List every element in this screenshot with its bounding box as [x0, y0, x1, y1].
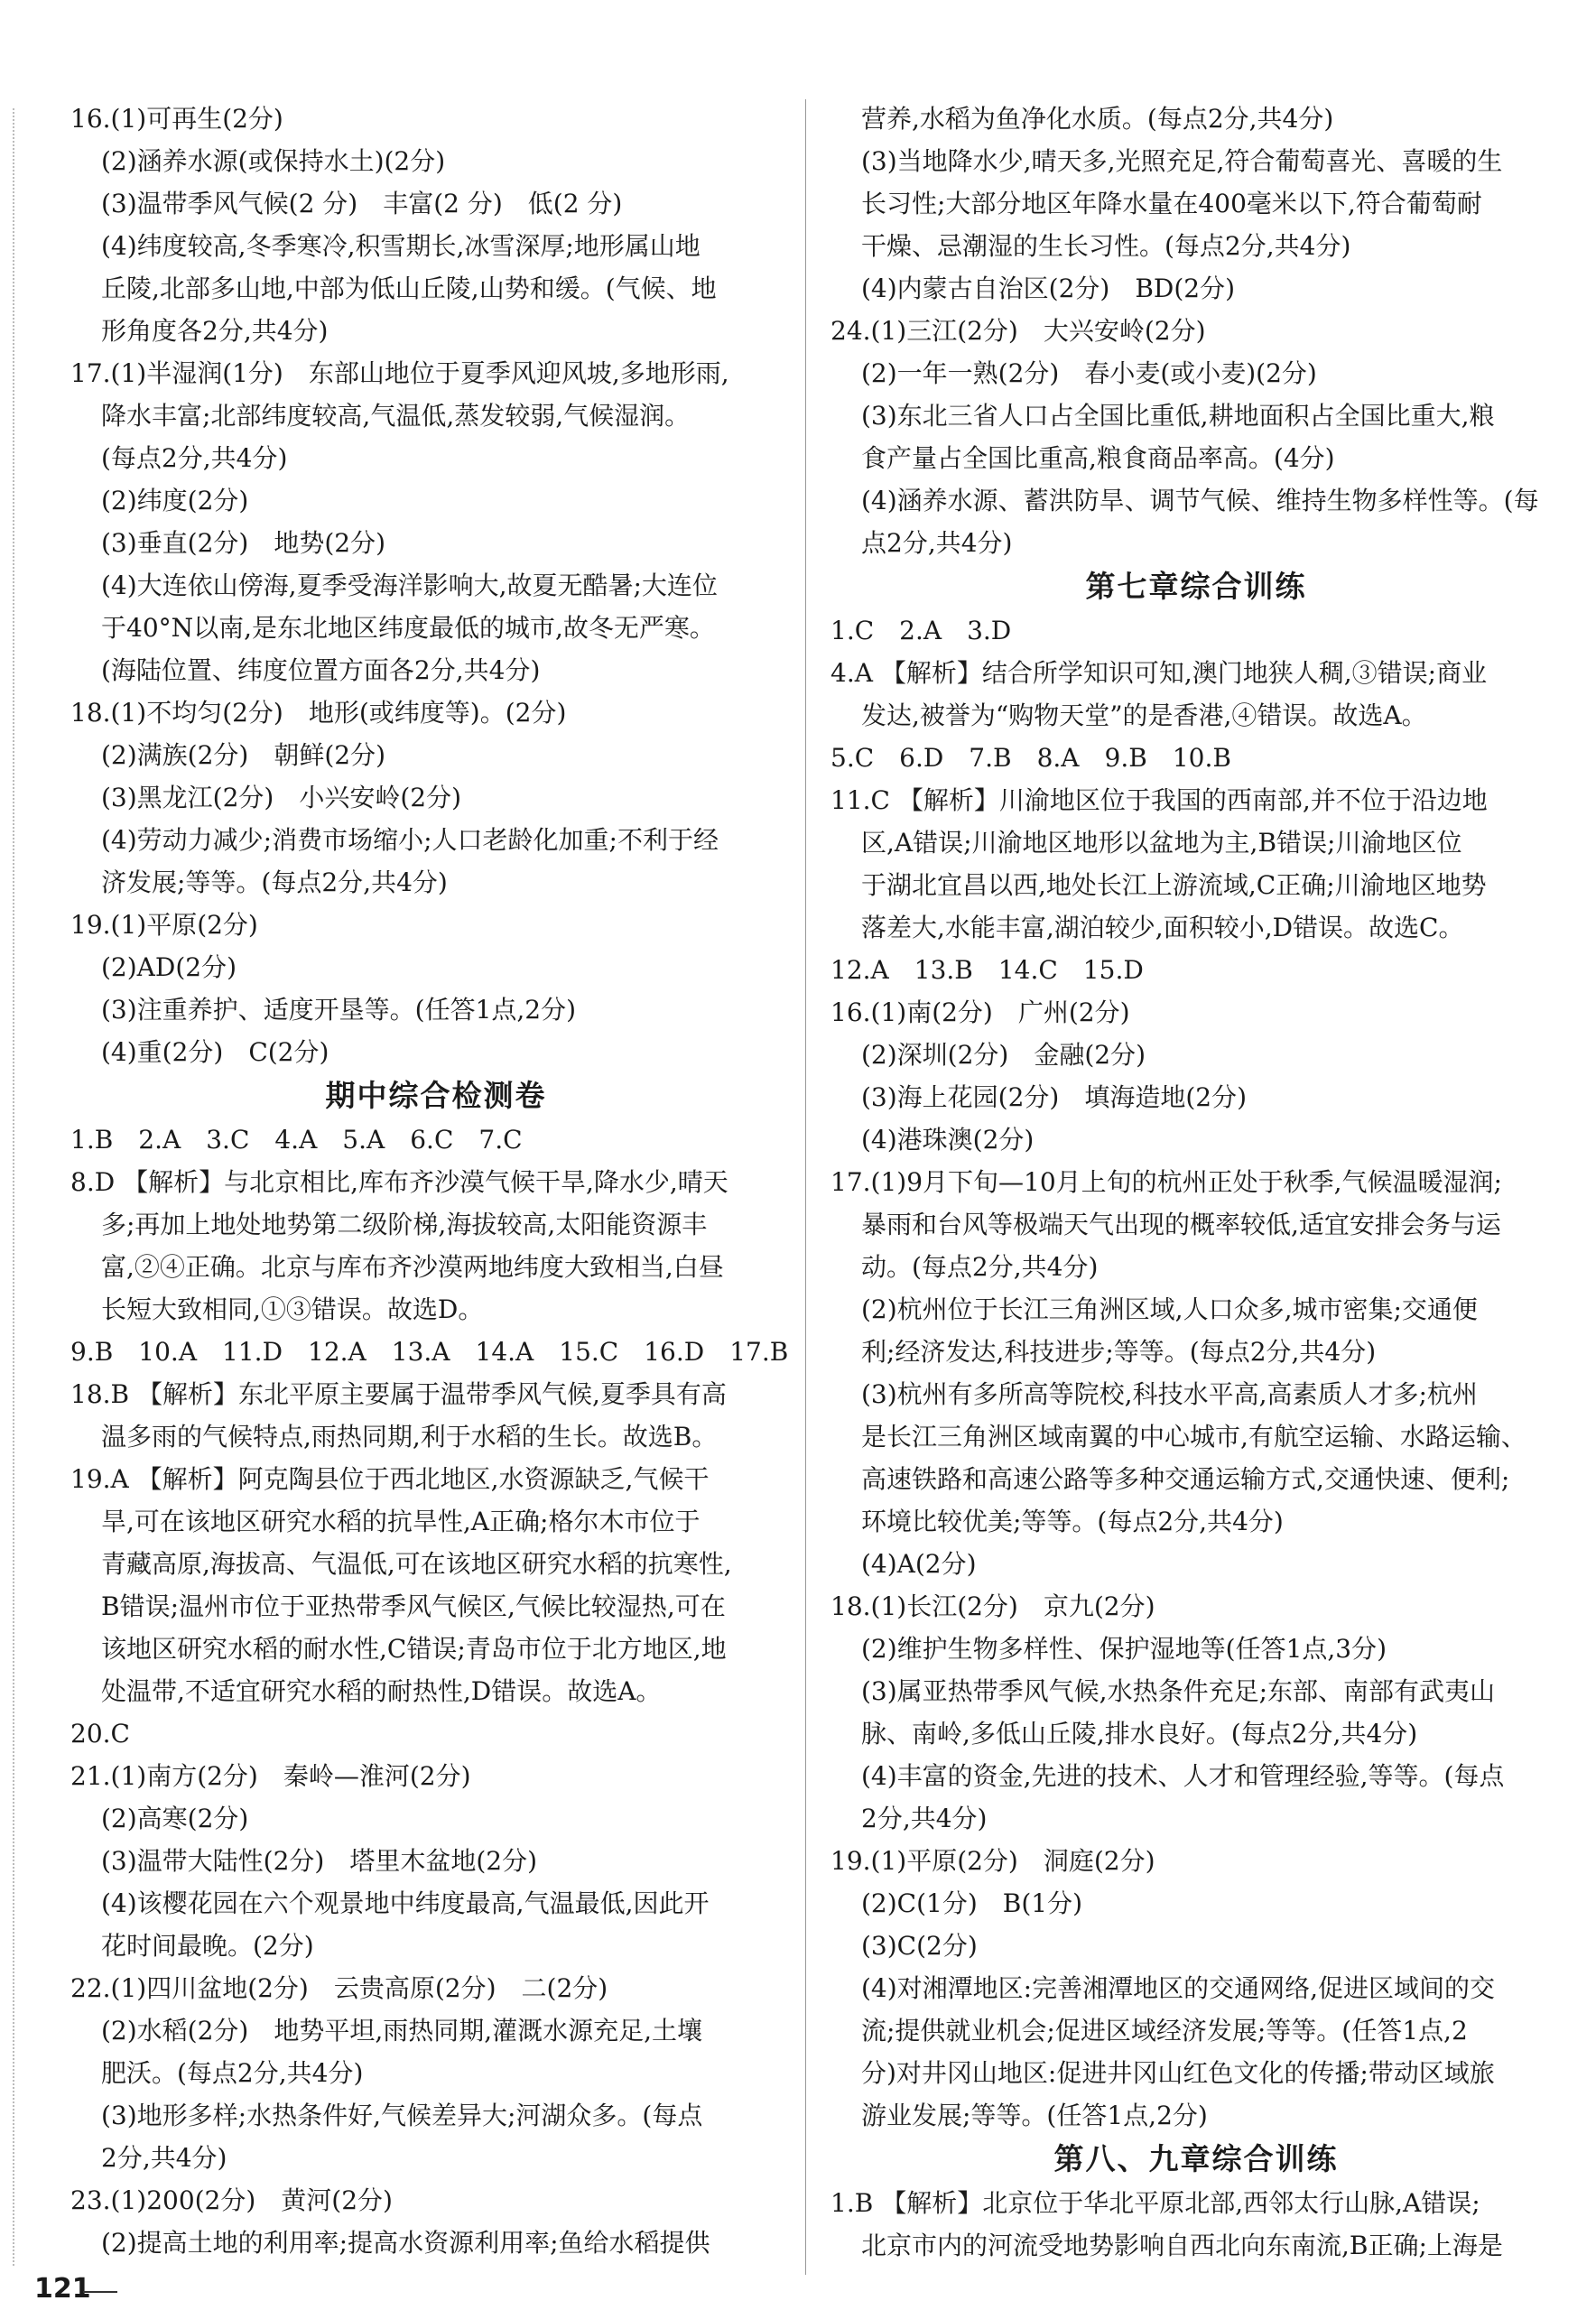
question-line: 1.C 2.A 3.D — [830, 616, 1012, 645]
page-number-dash — [83, 2291, 117, 2293]
answer-line: (2)杭州位于长江三角洲区域,人口众多,城市密集;交通便 — [861, 1294, 1478, 1324]
answer-line: (2)C(1分) B(1分) — [861, 1888, 1082, 1918]
answer-line: 丘陵,北部多山地,中部为低山丘陵,山势和缓。(气候、地 — [101, 274, 717, 303]
answer-line: (4)大连依山傍海,夏季受海洋影响大,故夏无酷暑;大连位 — [101, 571, 718, 600]
left-column — [70, 97, 802, 2264]
question-line: 22.(1)四川盆地(2分) 云贵高原(2分) 二(2分) — [70, 1973, 608, 2003]
answer-line: (4)内蒙古自治区(2分) BD(2分) — [861, 274, 1236, 303]
answer-line: 于湖北宜昌以西,地处长江上游流域,C正确;川渝地区地势 — [861, 870, 1487, 900]
answer-line: 利;经济发达,科技进步;等等。(每点2分,共4分) — [861, 1337, 1377, 1367]
answer-line: (2)深圳(2分) 金融(2分) — [861, 1040, 1146, 1070]
answer-line: (4)丰富的资金,先进的技术、人才和管理经验,等等。(每点 — [861, 1761, 1505, 1791]
answer-line: (2)纬度(2分) — [101, 486, 249, 515]
binding-margin — [13, 108, 14, 2266]
answer-line: 多;再加上地处地势第二级阶梯,海拔较高,太阳能资源丰 — [101, 1210, 708, 1239]
question-line: 1.B 【解析】北京位于华北平原北部,西邻太行山脉,A错误; — [830, 2188, 1480, 2218]
question-line: 23.(1)200(2分) 黄河(2分) — [70, 2185, 393, 2215]
answer-line: (3)C(2分) — [861, 1931, 978, 1961]
answer-line: (4)该樱花园在六个观景地中纬度最高,气温最低,因此开 — [101, 1888, 710, 1918]
section-title: 期中综合检测卷 — [325, 1078, 547, 1113]
question-line: 8.D 【解析】与北京相比,库布齐沙漠气候干旱,降水少,晴天 — [70, 1167, 728, 1197]
answer-line: 暴雨和台风等极端天气出现的概率较低,适宜安排会务与运 — [861, 1210, 1501, 1239]
question-line: 12.A 13.B 14.C 15.D — [830, 955, 1144, 985]
answer-line: 游业发展;等等。(任答1点,2分) — [861, 2101, 1208, 2130]
question-line: 18.B 【解析】东北平原主要属于温带季风气候,夏季具有高 — [70, 1379, 727, 1409]
section-title: 第八、九章综合训练 — [1053, 2141, 1339, 2176]
question-line: 17.(1)半湿润(1分) 东部山地位于夏季风迎风坡,多地形雨, — [70, 358, 729, 388]
answer-line: 长短大致相同,①③错误。故选D。 — [101, 1294, 484, 1324]
answer-line: 肥沃。(每点2分,共4分) — [101, 2058, 364, 2088]
question-line: 18.(1)长江(2分) 京九(2分) — [830, 1591, 1155, 1621]
question-line: 4.A 【解析】结合所学知识可知,澳门地狭人稠,③错误;商业 — [830, 658, 1488, 688]
answer-line: (3)杭州有多所高等院校,科技水平高,高素质人才多;杭州 — [861, 1379, 1478, 1409]
right-column — [830, 97, 1562, 2267]
answer-line: (3)地形多样;水热条件好,气候差异大;河湖众多。(每点 — [101, 2101, 703, 2130]
answer-line: 处温带,不适宜研究水稻的耐热性,D错误。故选A。 — [101, 1676, 662, 1706]
question-line: 9.B 10.A 11.D 12.A 13.A 14.A 15.C 16.D 17.B — [70, 1337, 789, 1367]
answer-line: 干燥、忌潮湿的生长习性。(每点2分,共4分) — [861, 231, 1351, 261]
answer-line: 脉、南岭,多低山丘陵,排水良好。(每点2分,共4分) — [861, 1719, 1418, 1749]
answer-line: 动。(每点2分,共4分) — [861, 1252, 1099, 1282]
answer-line: (3)属亚热带季风气候,水热条件充足;东部、南部有武夷山 — [861, 1676, 1495, 1706]
answer-line: 2分,共4分) — [101, 2143, 227, 2173]
column-divider — [805, 99, 806, 2275]
answer-line: 于40°N以南,是东北地区纬度最低的城市,故冬无严寒。 — [101, 613, 715, 643]
answer-line: (2)水稻(2分) 地势平坦,雨热同期,灌溉水源充足,土壤 — [101, 2016, 703, 2046]
answer-line: (2)维护生物多样性、保护湿地等(任答1点,3分) — [861, 1634, 1387, 1664]
question-line: 5.C 6.D 7.B 8.A 9.B 10.B — [830, 743, 1231, 773]
answer-line: (3)当地降水少,晴天多,光照充足,符合葡萄喜光、喜暖的生 — [861, 146, 1503, 176]
answer-line: 温多雨的气候特点,雨热同期,利于水稻的生长。故选B。 — [101, 1422, 718, 1452]
answer-line: 是长江三角洲区域南翼的中心城市,有航空运输、水路运输、 — [861, 1422, 1526, 1452]
question-line: 19.(1)平原(2分) 洞庭(2分) — [830, 1846, 1155, 1876]
answer-line: 区,A错误;川渝地区地形以盆地为主,B错误;川渝地区位 — [861, 828, 1462, 858]
question-line: 1.B 2.A 3.C 4.A 5.A 6.C 7.C — [70, 1125, 523, 1155]
question-line: 19.A 【解析】阿克陶县位于西北地区,水资源缺乏,气候干 — [70, 1464, 710, 1494]
answer-line: (4)重(2分) C(2分) — [101, 1037, 329, 1067]
answer-line: B错误;温州市位于亚热带季风气候区,气候比较湿热,可在 — [101, 1591, 726, 1621]
answer-line: (3)温带大陆性(2分) 塔里木盆地(2分) — [101, 1846, 537, 1876]
answer-line: (3)垂直(2分) 地势(2分) — [101, 528, 385, 558]
answer-line: (海陆位置、纬度位置方面各2分,共4分) — [101, 655, 541, 685]
answer-line: 花时间最晚。(2分) — [101, 1931, 314, 1961]
question-line: 16.(1)可再生(2分) — [70, 104, 283, 134]
answer-line: (2)高寒(2分) — [101, 1804, 249, 1833]
answer-line: (2)提高土地的利用率;提高水资源利用率;鱼给水稻提供 — [101, 2228, 710, 2258]
answer-line: (2)一年一熟(2分) 春小麦(或小麦)(2分) — [861, 358, 1317, 388]
answer-line: 点2分,共4分) — [861, 528, 1013, 558]
page-number: 121 — [34, 2273, 91, 2305]
answer-line: 长习性;大部分地区年降水量在400毫米以下,符合葡萄耐 — [861, 189, 1482, 218]
answer-line: 环境比较优美;等等。(每点2分,共4分) — [861, 1507, 1284, 1536]
answer-line: (4)港珠澳(2分) — [861, 1125, 1035, 1155]
section-title: 第七章综合训练 — [1085, 569, 1307, 604]
answer-line: (3)注重养护、适度开垦等。(任答1点,2分) — [101, 995, 577, 1025]
answer-line: (2)涵养水源(或保持水土)(2分) — [101, 146, 446, 176]
answer-line: 富,②④正确。北京与库布齐沙漠两地纬度大致相当,白昼 — [101, 1252, 724, 1282]
question-line: 11.C 【解析】川渝地区位于我国的西南部,并不位于沿边地 — [830, 785, 1488, 815]
question-line: 24.(1)三江(2分) 大兴安岭(2分) — [830, 316, 1206, 346]
answer-line: (2)满族(2分) 朝鲜(2分) — [101, 740, 385, 770]
question-line: 18.(1)不均匀(2分) 地形(或纬度等)。(2分) — [70, 698, 567, 728]
answer-line: 该地区研究水稻的耐水性,C错误;青岛市位于北方地区,地 — [101, 1634, 727, 1664]
answer-line: (每点2分,共4分) — [101, 443, 288, 473]
answer-line: (3)东北三省人口占全国比重低,耕地面积占全国比重大,粮 — [861, 401, 1495, 431]
question-line: 20.C — [70, 1719, 130, 1749]
answer-line: (3)黑龙江(2分) 小兴安岭(2分) — [101, 783, 461, 812]
answer-line: (4)A(2分) — [861, 1549, 977, 1579]
answer-line: (4)纬度较高,冬季寒冷,积雪期长,冰雪深厚;地形属山地 — [101, 231, 701, 261]
question-line: 17.(1)9月下旬—10月上旬的杭州正处于秋季,气候温暖湿润; — [830, 1167, 1502, 1197]
answer-line: 2分,共4分) — [861, 1804, 988, 1833]
answer-line: 落差大,水能丰富,湖泊较少,面积较小,D错误。故选C。 — [861, 913, 1464, 942]
answer-line: 流;提供就业机会;促进区域经济发展;等等。(任答1点,2 — [861, 2016, 1468, 2046]
answer-line: (2)AD(2分) — [101, 952, 237, 982]
question-line: 21.(1)南方(2分) 秦岭—淮河(2分) — [70, 1761, 471, 1791]
answer-line: (3)温带季风气候(2 分) 丰富(2 分) 低(2 分) — [101, 189, 623, 218]
answer-line: 形角度各2分,共4分) — [101, 316, 329, 346]
answer-line: (4)涵养水源、蓄洪防旱、调节气候、维持生物多样性等。(每 — [861, 486, 1539, 515]
answer-line: 高速铁路和高速公路等多种交通运输方式,交通快速、便利; — [861, 1464, 1510, 1494]
answer-line: (3)海上花园(2分) 填海造地(2分) — [861, 1082, 1247, 1112]
answer-line: 济发展;等等。(每点2分,共4分) — [101, 867, 448, 897]
answer-line: 青藏高原,海拔高、气温低,可在该地区研究水稻的抗寒性, — [101, 1549, 732, 1579]
answer-line: (4)对湘潭地区:完善湘潭地区的交通网络,促进区域间的交 — [861, 1973, 1495, 2003]
answer-line: 营养,水稻为鱼净化水质。(每点2分,共4分) — [861, 104, 1334, 134]
answer-line: 发达,被誉为“购物天堂”的是香港,④错误。故选A。 — [861, 700, 1427, 730]
question-line: 19.(1)平原(2分) — [70, 910, 258, 940]
answer-line: 分)对井冈山地区:促进井冈山红色文化的传播;带动区域旅 — [861, 2058, 1495, 2088]
answer-line: 旱,可在该地区研究水稻的抗旱性,A正确;格尔木市位于 — [101, 1507, 701, 1536]
answer-line: 食产量占全国比重高,粮食商品率高。(4分) — [861, 443, 1335, 473]
question-line: 16.(1)南(2分) 广州(2分) — [830, 997, 1130, 1027]
answer-line: 降水丰富;北部纬度较高,气温低,蒸发较弱,气候湿润。 — [101, 401, 691, 431]
answer-line: (4)劳动力减少;消费市场缩小;人口老龄化加重;不利于经 — [101, 825, 719, 855]
answer-line: 北京市内的河流受地势影响自西北向东南流,B正确;上海是 — [861, 2231, 1503, 2260]
